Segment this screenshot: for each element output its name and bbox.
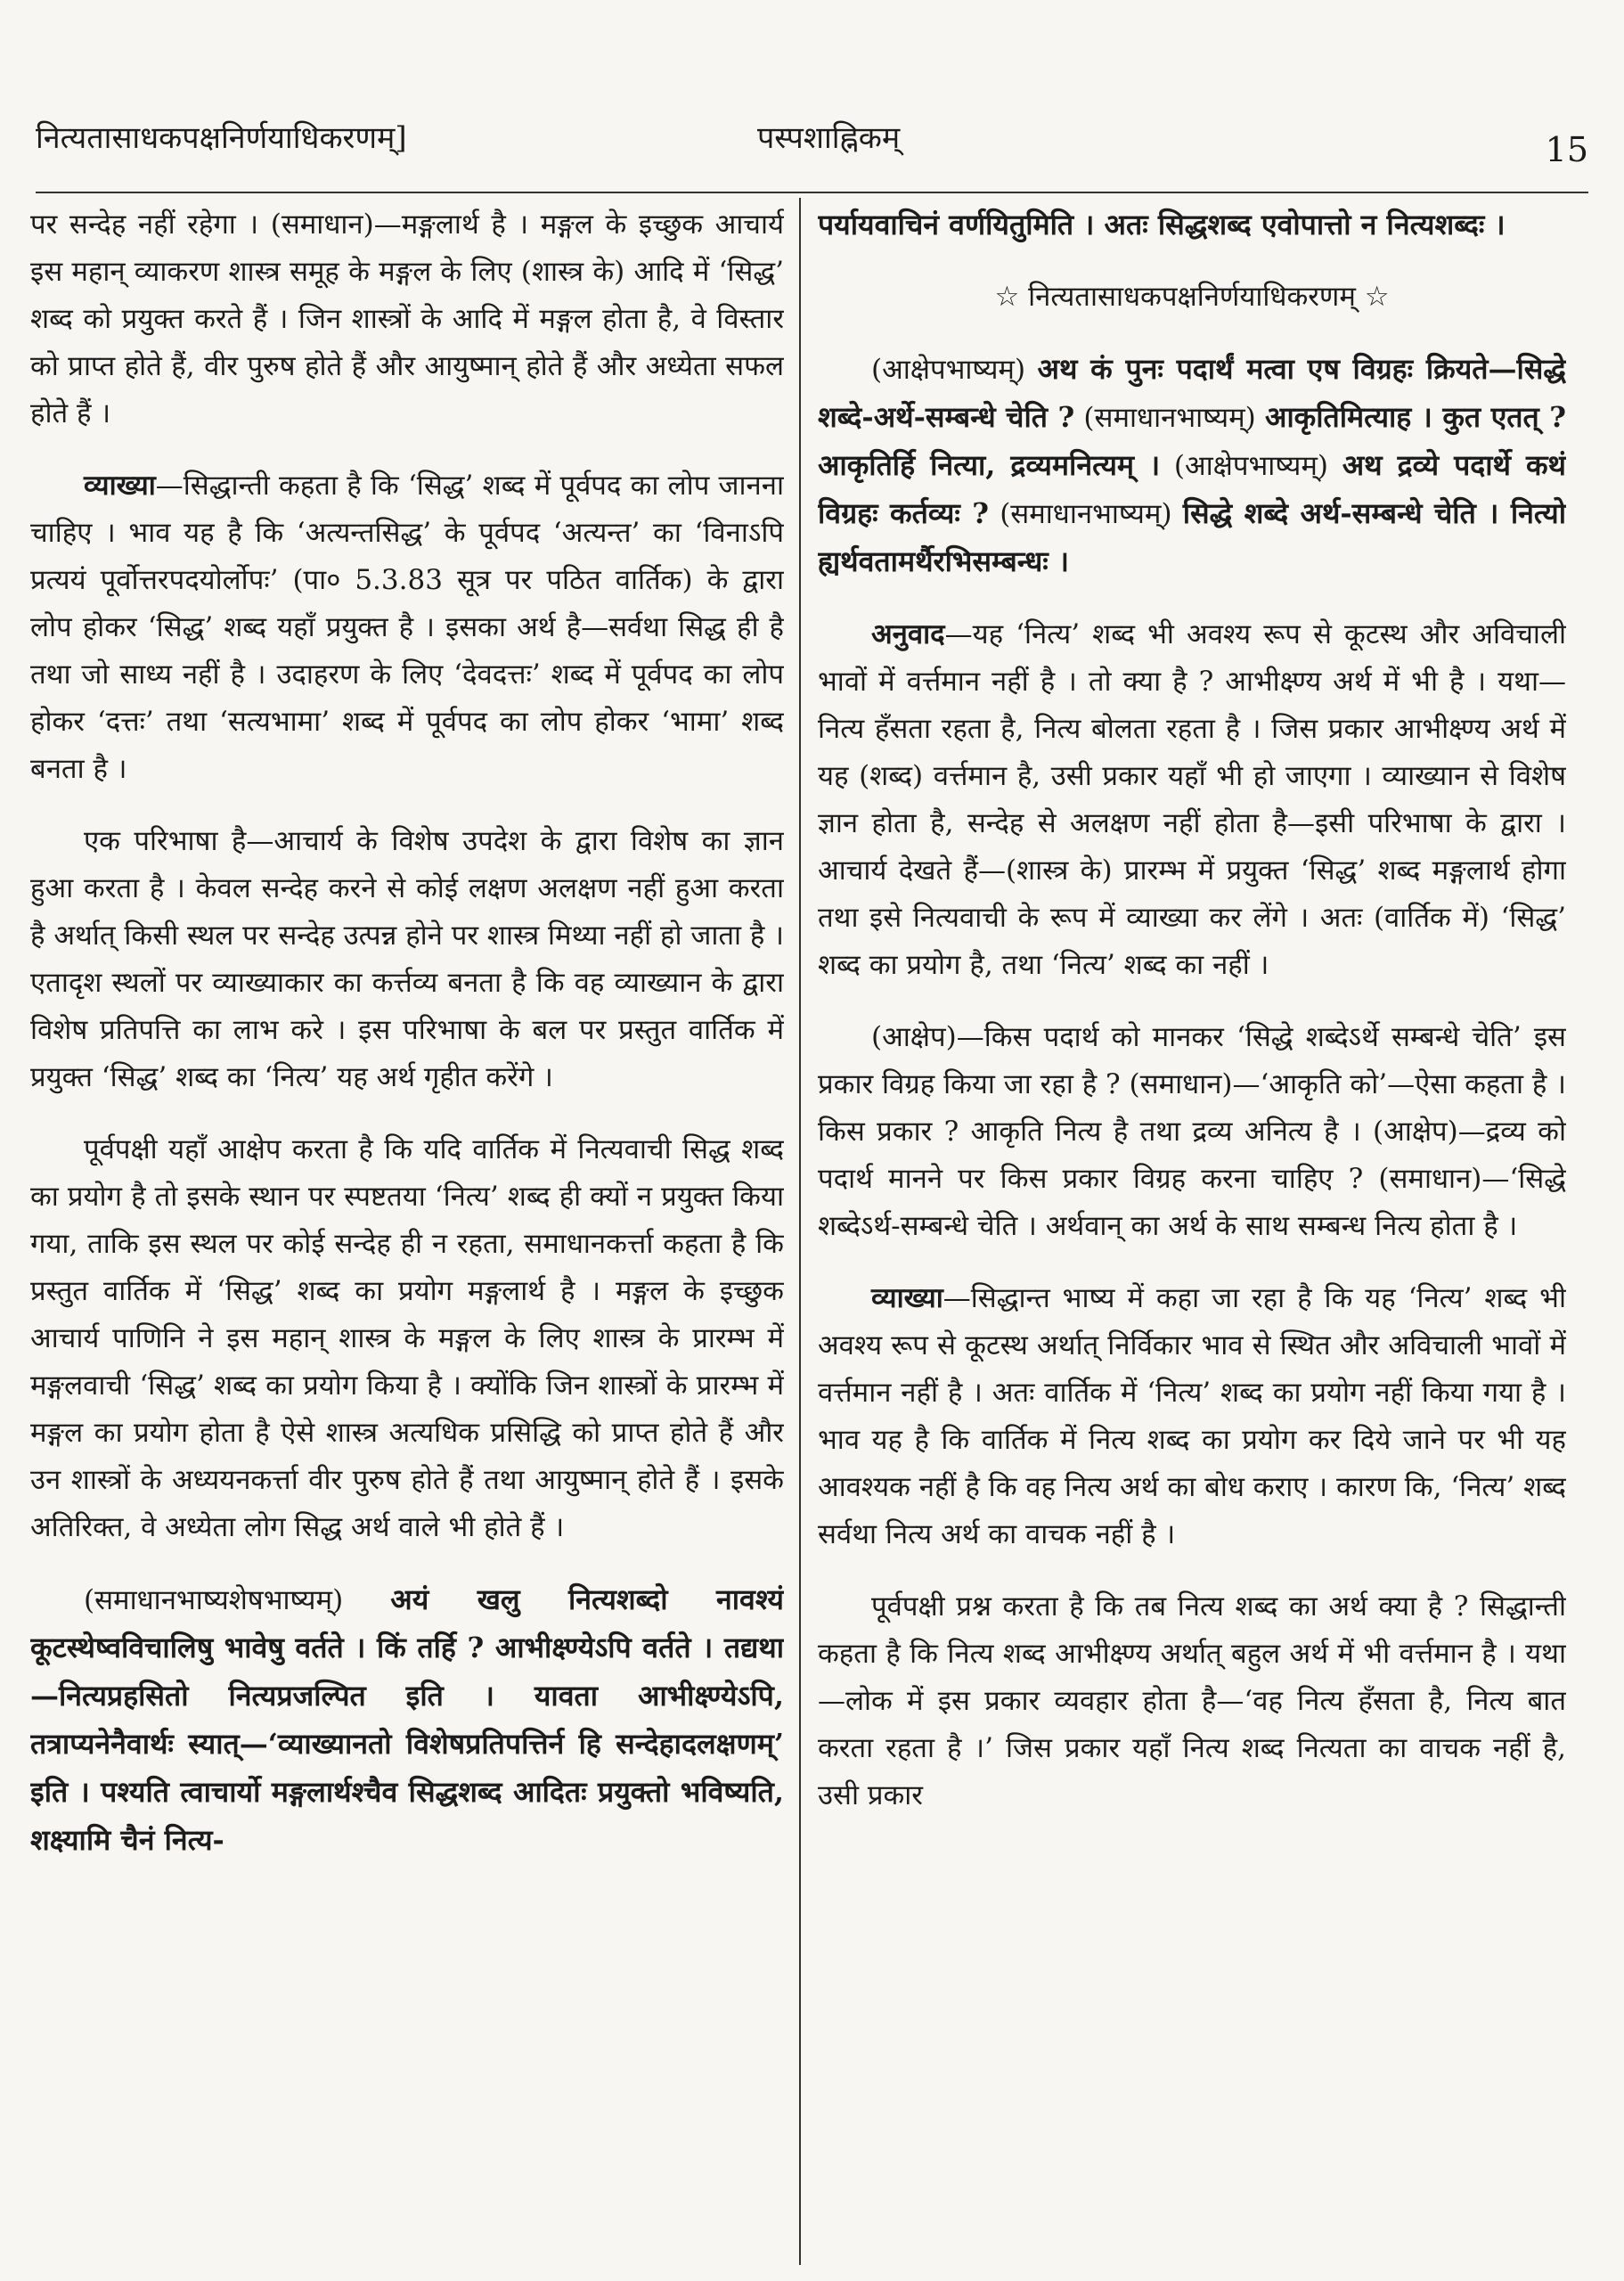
running-header [36,105,1588,176]
sanskrit-passage: पर्यायवाचिनं वर्णयितुमिति । अतः सिद्धशब्द एवोपात्तो न नित्यशब्दः । [818,208,1506,241]
sanskrit-passage [818,346,1566,586]
paragraph-text: —सिद्धान्ती कहता है कि ‘सिद्ध’ शब्द में पूर्वपद का लोप जानना चाहिए । भाव यह है कि ‘अत्यन्तसिद्ध’ के पूर्वपद ‘अत्यन्त’ का ‘विनाऽपि प्रत्ययं पूर्वोत्तरपदयोर्लोपः’ (पा० 5.3.83 सूत्र पर पठित वार्तिक) के द्वारा लोप होकर ‘सिद्ध’ शब्द यहाँ प्रयुक्त है । इसका अर्थ है—सर्वथा सिद्ध ही है तथा जो साध्य नहीं है । उदाहरण के लिए ‘देवदत्तः’ शब्द में पूर्वपद का लोप होकर ‘दत्तः’ तथा ‘सत्यभामा’ शब्द में पूर्वपद का लोप होकर ‘भामा’ शब्द बनता है । [30,470,784,785]
paragraph: एक परिभाषा है—आचार्य के विशेष उपदेश के द्वारा विशेष का ज्ञान हुआ करता है । केवल सन्देह करने से कोई लक्षण अलक्षण नहीं हुआ करता है अर्थात् किसी स्थल पर सन्देह उत्पन्न होने पर शास्त्र मिथ्या नहीं हो जाता है । एतादृश स्थलों पर व्याख्याकार का कर्त्तव्य बनता है कि वह व्याख्यान के द्वारा विशेष प्रतिपत्ति का लाभ करे । इस परिभाषा के बल पर प्रस्तुत वार्तिक में प्रयुक्त ‘सिद्ध’ शब्द का ‘नित्य’ यह अर्थ गृहीत करेंगे । [30,825,784,1093]
passage-tag: (समाधानभाष्यम्) [1083,402,1256,434]
passage-text: अथ द्रव्ये पदार्थे कथं विग्रहः कर्तव्यः ? [818,448,1566,530]
paragraph [818,1275,1566,1558]
paragraph-lead: व्याख्या [871,1282,943,1314]
passage-tag: (आक्षेपभाष्यम्) [1173,450,1328,482]
header-rule [36,192,1588,193]
paragraph: पूर्वपक्षी प्रश्न करता है कि तब नित्य शब्द का अर्थ क्या है ? सिद्धान्ती कहता है कि नित्य शब्द आभीक्ष्ण्य अर्थात् बहुल अर्थ में भी वर्त्तमान है । यथा—लोक में इस प्रकार व्यवहार होता है—‘वह नित्य हँसता है, नित्य बात करता रहता है ।’ जिस प्रकार यहाँ नित्य शब्द नित्यता का वाचक नहीं है, उसी प्रकार [818,1590,1566,1811]
passage-text: अयं खलु नित्यशब्दो नावश्यं कूटस्थेष्वविचालिषु भावेषु वर्तते । किं तर्हि ? आभीक्ष्ण्येऽपि वर्तते । तद्यथा—नित्यप्रहसितो नित्यप्रजल्पित इति । यावता आभीक्ष्ण्येऽपि, तत्राप्यनेनैवार्थः स्यात्—‘व्याख्यानतो विशेषप्रतिपत्तिर्न हि सन्देहादलक्षणम्’ इति । पश्यति त्वाचार्यो मङ्गलार्थश्चैव सिद्धशब्द आदितः प्रयुक्तो भविष्यति, शक्ष्यामि चैनं नित्य- [30,1582,784,1857]
paragraph [30,462,784,793]
passage-text: आकृतिमित्याह । कुत एतत् ? आकृतिर्हि नित्या, द्रव्यमनित्यम् । [818,400,1566,482]
section-heading: ☆ नित्यतासाधकपक्षनिर्णयाधिकरणम् ☆ [994,281,1390,313]
left-column [30,201,784,2269]
paragraph: पर सन्देह नहीं रहेगा । (समाधान)—मङ्गलार्थ है । मङ्गल के इच्छुक आचार्य इस महान् व्याकरण शास्त्र समूह के मङ्गल के लिए (शास्त्र के) आदि में ‘सिद्ध’ शब्द को प्रयुक्त करते हैं । जिन शास्त्रों के आदि में मङ्गल होता है, वे विस्तार को प्राप्त होते हैं, वीर पुरुष होते हैं और आयुष्मान् होते हैं और अध्येता सफल होते हैं । [30,208,784,429]
header-section-title: नित्यतासाधकपक्षनिर्णयाधिकरणम्] [36,120,407,156]
paragraph-lead: अनुवाद [871,618,945,650]
passage-tag: (आक्षेपभाष्यम्) [871,354,1026,386]
header-chapter-title: पस्पशाह्निकम् [757,120,901,156]
passage-tag: (समाधानभाष्यशेषभाष्यम्) [84,1584,344,1616]
paragraph-lead: व्याख्या [84,470,156,502]
column-divider [799,198,801,2265]
passage-tag: (समाधानभाष्यम्) [1000,498,1172,530]
paragraph-text: —यह ‘नित्य’ शब्द भी अवश्य रूप से कूटस्थ और अविचाली भावों में वर्त्तमान नहीं है । तो क्या है ? आभीक्ष्ण्य अर्थ में भी है । यथा—नित्य हँसता रहता है, नित्य बोलता रहता है । जिस प्रकार आभीक्ष्ण्य अर्थ में यह (शब्द) वर्त्तमान है, उसी प्रकार यहाँ भी हो जाएगा । व्याख्यान से विशेष ज्ञान होता है, सन्देह से अलक्षण नहीं होता है—इसी परिभाषा के द्वारा । आचार्य देखते हैं—(शास्त्र के) प्रारम्भ में प्रयुक्त ‘सिद्ध’ शब्द मङ्गलार्थ होगा तथा इसे नित्यवाची के रूप में व्याख्या कर लेंगे । अतः (वार्तिक में) ‘सिद्ध’ शब्द का प्रयोग है, तथा ‘नित्य’ शब्द का नहीं । [818,618,1566,981]
paragraph [818,611,1566,989]
page-number: 15 [1545,130,1588,169]
paragraph: पूर्वपक्षी यहाँ आक्षेप करता है कि यदि वार्तिक में नित्यवाची सिद्ध शब्द का प्रयोग है तो इसके स्थान पर स्पष्टतया ‘नित्य’ शब्द ही क्यों न प्रयुक्त किया गया, ताकि इस स्थल पर कोई सन्देह ही न रहता, समाधानकर्त्ता कहता है कि प्रस्तुत वार्तिक में ‘सिद्ध’ शब्द का प्रयोग मङ्गलार्थ है । मङ्गल के इच्छुक आचार्य पाणिनि ने इस महान् शास्त्र के मङ्गल के लिए शास्त्र के प्रारम्भ में मङ्गलवाची ‘सिद्ध’ शब्द का प्रयोग किया है । क्योंकि जिन शास्त्रों के प्रारम्भ में मङ्गल का प्रयोग होता है ऐसे शास्त्र अत्यधिक प्रसिद्धि को प्राप्त होते हैं और उन शास्त्रों के अध्ययनकर्त्ता वीर पुरुष होते हैं तथा आयुष्मान् होते हैं । इसके अतिरिक्त, वे अध्येता लोग सिद्ध अर्थ वाले भी होते हैं । [30,1133,784,1543]
paragraph-text: —सिद्धान्त भाष्य में कहा जा रहा है कि यह ‘नित्य’ शब्द भी अवश्य रूप से कूटस्थ अर्थात् निर्विकार भाव से स्थित और अविचाली भावों में वर्त्तमान नहीं है । अतः वार्तिक में ‘नित्य’ शब्द का प्रयोग नहीं किया गया है । भाव यह है कि वार्तिक में नित्य शब्द का प्रयोग कर दिये जाने पर भी यह आवश्यक नहीं है कि वह नित्य अर्थ का बोध कराए । कारण कि, ‘नित्य’ शब्द सर्वथा नित्य अर्थ का वाचक नहीं है । [818,1282,1566,1550]
paragraph: (आक्षेप)—किस पदार्थ को मानकर ‘सिद्धे शब्देऽर्थे सम्बन्धे चेति’ इस प्रकार विग्रह किया जा रहा है ? (समाधान)—‘आकृति को’—ऐसा कहता है । किस प्रकार ? आकृति नित्य है तथा द्रव्य अनित्य है । (आक्षेप)—द्रव्य को पदार्थ मानने पर किस प्रकार विग्रह करना चाहिए ? (समाधान)—‘सिद्धे शब्देऽर्थ-सम्बन्धे चेति । अर्थवान् का अर्थ के साथ सम्बन्ध नित्य होता है । [818,1021,1566,1242]
sanskrit-passage [30,1576,784,1865]
passage-text: सिद्धे शब्दे अर्थ-सम्बन्धे चेति । नित्यो ह्यर्थवतामर्थैरभिसम्बन्धः । [818,496,1566,578]
right-column [818,201,1566,2269]
passage-text: अथ कं पुनः पदार्थं मत्वा एष विग्रहः क्रियते—सिद्धे शब्दे-अर्थे-सम्बन्धे चेति ? [818,352,1566,434]
